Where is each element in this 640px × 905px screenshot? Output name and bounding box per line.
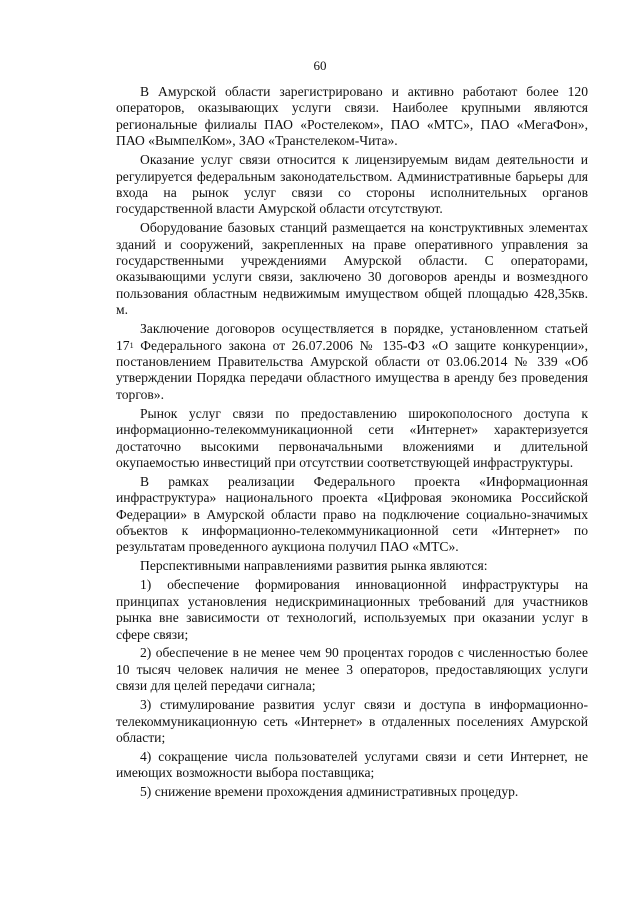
paragraph-base-stations: Оборудование базовых станций размещается на конструктивных элементах зданий и сооружений, закрепленных на праве оперативного управления за государственными учреждениями Амурской области. С операторами, оказывающими услуги связи, заключено 30 договоров аренды и возмездного пользования областным недвижимым имуществом общей площадью 428,35кв. м.	[116, 220, 588, 318]
document-body	[116, 84, 588, 803]
paragraph-contracts-start: Заключение договоров осуществляется в порядке, установленном статьей 17	[116, 321, 588, 353]
page-number: 60	[313, 58, 327, 73]
list-item-5: 5) снижение времени прохождения административных процедур.	[140, 784, 519, 800]
paragraph-federal-project: В рамках реализации Федерального проекта «Информационная инфраструктура» национального проекта «Цифровая экономика Российской Федерации» в Амурской области право на подключение социально-значимых объектов к информационно-телекоммуникационной сети «Интернет» по результатам проведенного аукциона получил ПАО «МТС».	[116, 473, 588, 555]
paragraph-licensing: Оказание услуг связи относится к лицензируемым видам деятельности и регулируется федеральным законодательством. Административные барьеры для входа на рынок услуг связи со стороны исполнительных органов государственной власти Амурской области отсутствуют.	[116, 152, 588, 217]
paragraph-contracts-end: Федерального закона от 26.07.2006 № 135-ФЗ «О защите конкуренции», постановлением Правительства Амурской области от 03.06.2014 № 339 «Об утверждении Порядка передачи областного имущества в аренду без проведения торгов».	[116, 337, 588, 402]
list-item-3: 3) стимулирование развития услуг связи и доступа в информационно-телекоммуникационную сеть «Интернет» в отдаленных поселениях Амурской области;	[116, 697, 588, 745]
list-item-1: 1) обеспечение формирования инновационной инфраструктуры на принципах установления недискриминационных требований для участников рынка вне зависимости от технологий, используемых при оказании услуг в сфере связи;	[116, 577, 588, 642]
paragraph-broadband: Рынок услуг связи по предоставлению широкополосного доступа к информационно-телекоммуникационной сети «Интернет» характеризуется достаточно высокими первоначальными вложениями и длительной окупаемостью инвестиций при отсутствии соответствующей инфраструктуры.	[116, 405, 588, 470]
paragraph-contracts	[116, 321, 588, 403]
superscript-footnote: 1	[129, 340, 134, 350]
list-item-2: 2) обеспечение в не менее чем 90 процентах городов с численностью более 10 тысяч человек наличия не менее 3 операторов, предоставляющих услуги связи для целей передачи сигнала;	[116, 645, 588, 694]
paragraph-directions-intro: Перспективными направлениями развития рынка являются:	[140, 558, 488, 574]
list-item-4: 4) сокращение числа пользователей услугами связи и сети Интернет, не имеющих возможности выбора поставщика;	[116, 748, 588, 781]
paragraph-operators: В Амурской области зарегистрировано и активно работают более 120 операторов, оказывающих услуги связи. Наиболее крупными являются региональные филиалы ПАО «Ростелеком», ПАО «МТС», ПАО «МегаФон», ПАО «ВымпелКом», ЗАО «Транстелеком-Чита».	[116, 84, 588, 149]
